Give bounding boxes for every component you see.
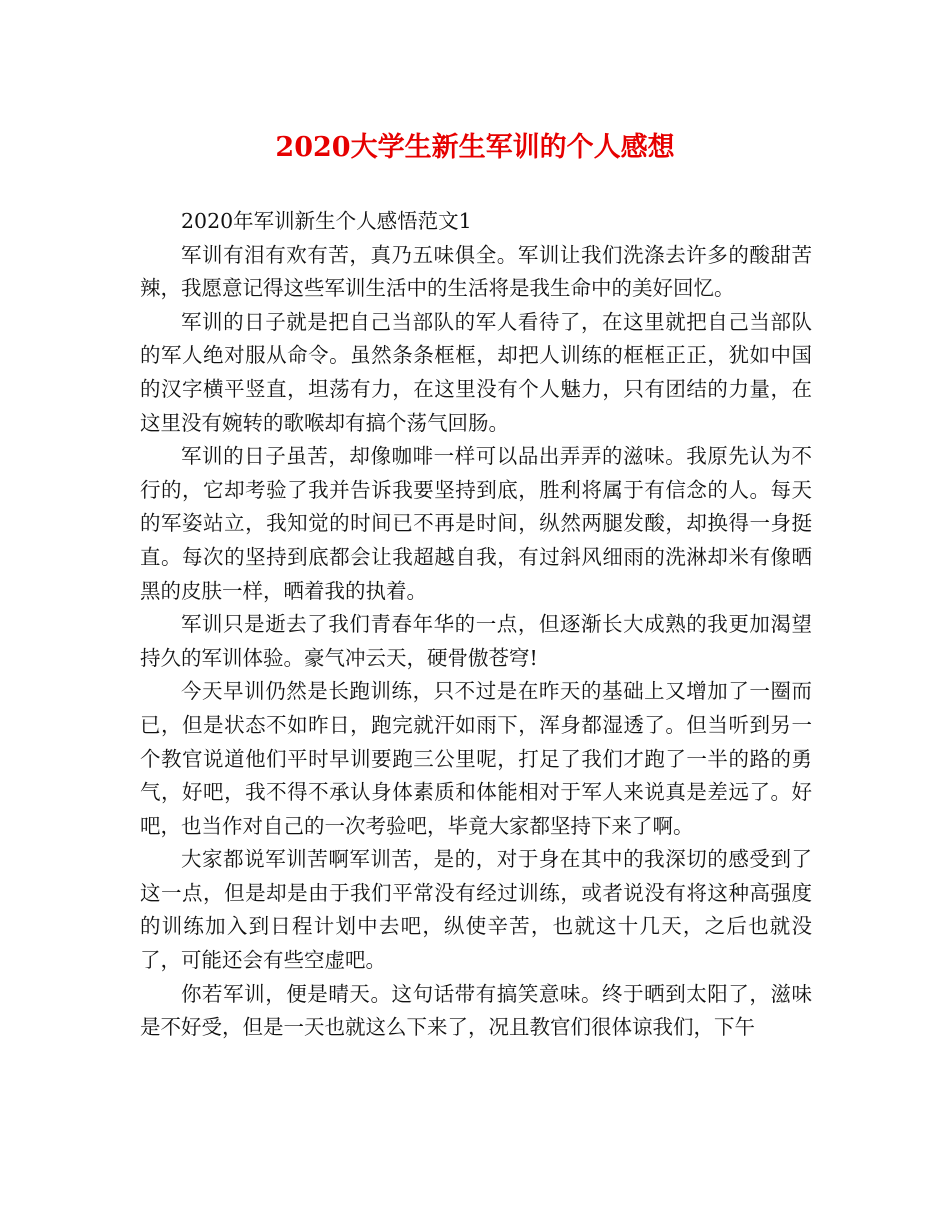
document-body bbox=[140, 205, 812, 1045]
body-paragraph: 军训有泪有欢有苦，真乃五味俱全。军训让我们洗涤去许多的酸甜苦辣，我愿意记得这些军训生活中的生活将是我生命中的美好回忆。 bbox=[140, 242, 812, 301]
subtitle-paragraph: 2020年军训新生个人感悟范文1 bbox=[181, 209, 472, 233]
body-paragraph: 大家都说军训苦啊军训苦，是的，对于身在其中的我深切的感受到了这一点，但是却是由于我们平常没有经过训练，或者说没有将这种高强度的训练加入到日程计划中去吧，纵使辛苦，也就这十几天，之后也就没了，可能还会有些空虚吧。 bbox=[140, 847, 812, 973]
body-paragraph: 你若军训，便是晴天。这句话带有搞笑意味。终于晒到太阳了，滋味是不好受，但是一天也就这么下来了，况且教官们很体谅我们，下午 bbox=[140, 981, 812, 1040]
document-title: 2020大学生新生军训的个人感想 bbox=[275, 132, 675, 163]
body-paragraph: 军训的日子就是把自己当部队的军人看待了，在这里就把自己当部队的军人绝对服从命令。虽然条条框框，却把人训练的框框正正，犹如中国的汉字横平竖直，坦荡有力，在这里没有个人魅力，只有团结的力量，在这里没有婉转的歌喉却有搞个荡气回肠。 bbox=[140, 309, 812, 435]
body-paragraph: 军训的日子虽苦，却像咖啡一样可以品出弄弄的滋味。我原先认为不行的，它却考验了我并告诉我要坚持到底，胜利将属于有信念的人。每天的军姿站立，我知觉的时间已不再是时间，纵然两腿发酸，却换得一身挺直。每次的坚持到底都会让我超越自我，有过斜风细雨的洗淋却米有像晒黑的皮肤一样，晒着我的执着。 bbox=[140, 444, 812, 603]
body-paragraph: 今天早训仍然是长跑训练，只不过是在昨天的基础上又增加了一圈而已，但是状态不如昨日，跑完就汗如雨下，浑身都湿透了。但当听到另一个教官说道他们平时早训要跑三公里呢，打足了我们才跑了一半的路的勇气，好吧，我不得不承认身体素质和体能相对于军人来说真是差远了。好吧，也当作对自己的一次考验吧，毕竟大家都坚持下来了啊。 bbox=[140, 679, 812, 838]
body-paragraph: 军训只是逝去了我们青春年华的一点，但逐渐长大成熟的我更加渴望持久的军训体验。豪气冲云天，硬骨傲苍穹! bbox=[140, 612, 812, 670]
